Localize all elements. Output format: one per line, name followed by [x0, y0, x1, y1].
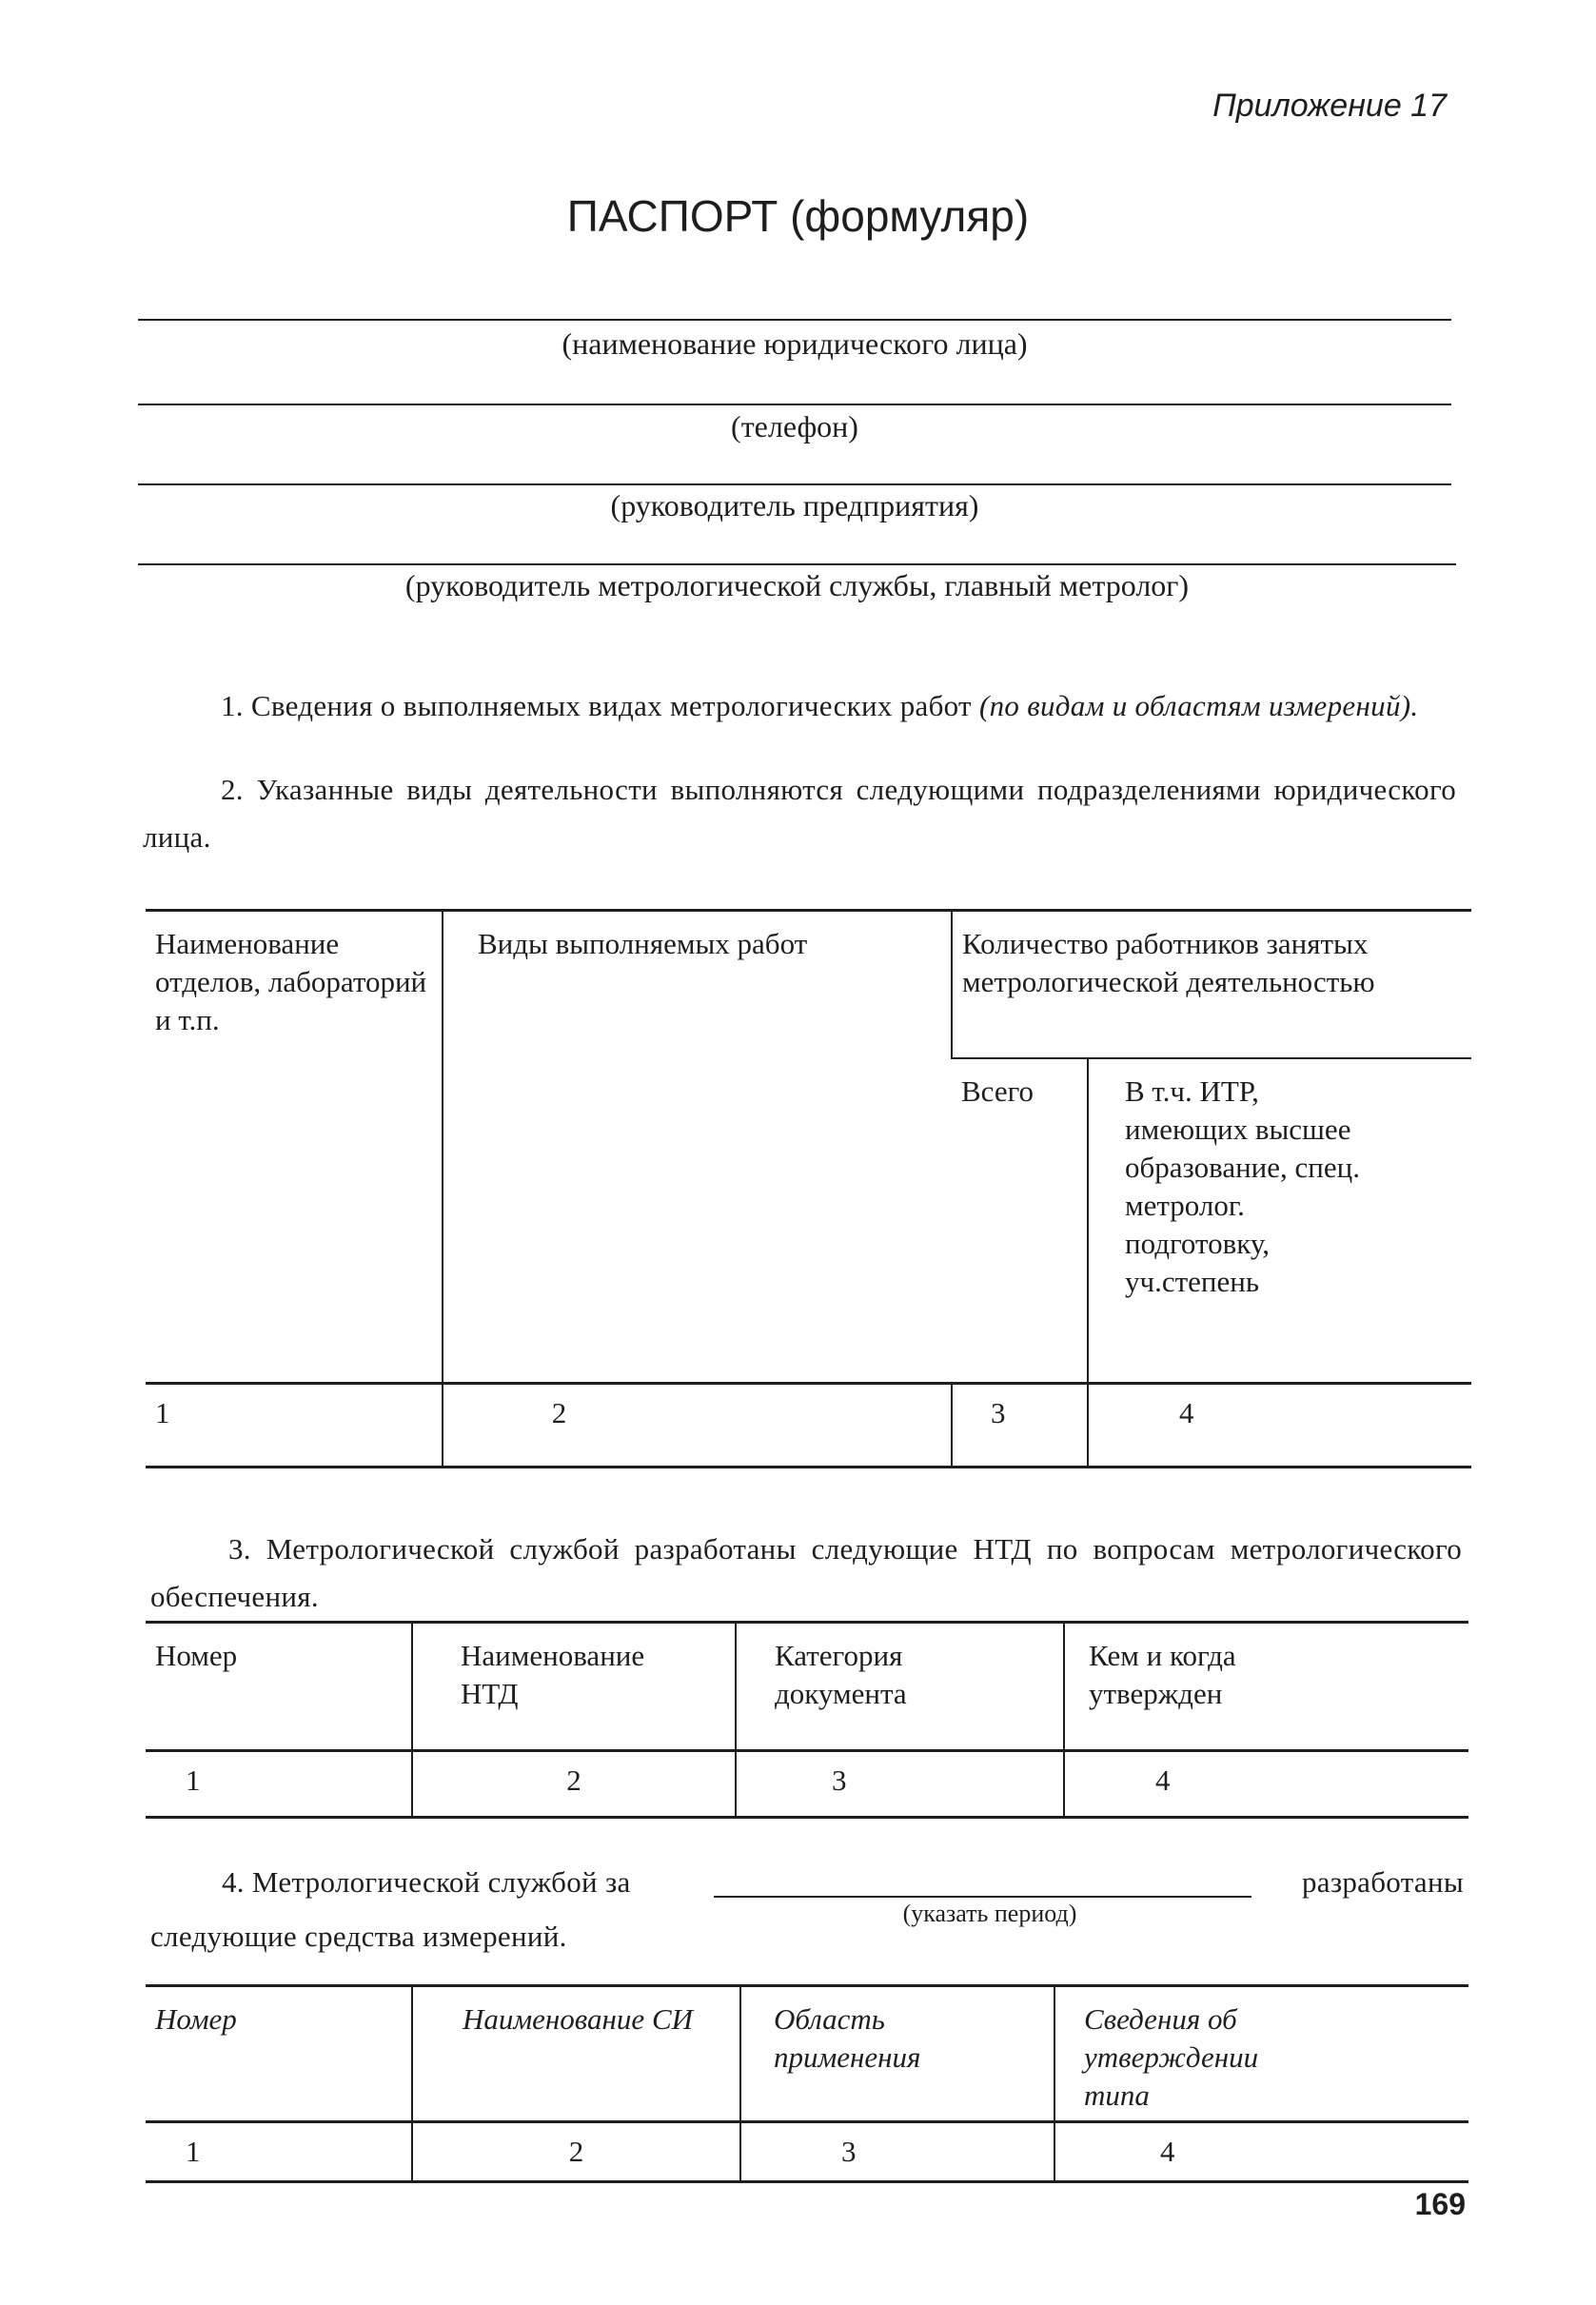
field-caption-phone: (телефон) [731, 409, 858, 443]
si-num-1: 1 [146, 2122, 412, 2182]
appendix-label: Приложение 17 [1212, 88, 1447, 124]
header-work-types: Виды выполняемых работ [443, 911, 952, 1384]
period-hint: (указать период) [902, 1900, 1077, 1927]
section-1-tail: измерений). [1269, 689, 1419, 722]
si-header-scope: Область применения [740, 1986, 1054, 2122]
field-caption-legal-entity: (наименование юридического лица) [562, 326, 1028, 361]
table-1-num-3: 3 [952, 1384, 1088, 1468]
document-title: ПАСПОРТ (формуляр) [566, 191, 1030, 241]
si-num-4: 4 [1054, 2122, 1468, 2182]
si-header-number: Номер [146, 1986, 412, 2122]
ntd-num-3: 3 [736, 1751, 1064, 1818]
header-total: Всего [952, 1058, 1088, 1384]
field-line-phone [138, 404, 1451, 405]
ntd-table [146, 1621, 1468, 1819]
instruments-table [146, 1984, 1468, 2183]
section-4-tail: разработаны [1301, 1865, 1464, 1899]
page-number: 169 [1414, 2187, 1466, 2221]
section-4-line2: следующие средства измерений. [150, 1920, 567, 1953]
header-engineers: В т.ч. ИТР, имеющих высшее образование, спец. метролог. подготовку, уч.степень [1088, 1058, 1471, 1384]
section-1-lead: 1. Сведения о выполняемых видах метрологических работ [221, 689, 979, 722]
field-line-metrologist [138, 563, 1456, 565]
ntd-num-1: 1 [146, 1751, 412, 1818]
field-line-legal-entity [138, 319, 1451, 321]
table-1-num-1: 1 [146, 1384, 443, 1468]
field-line-director [138, 483, 1451, 485]
ntd-header-name: Наименование НТД [412, 1623, 736, 1751]
header-staff-count: Количество работников занятых метрологической деятельностью [952, 911, 1471, 1058]
table-1-num-4: 4 [1088, 1384, 1471, 1468]
ntd-num-2: 2 [412, 1751, 736, 1818]
period-blank-line [714, 1896, 1251, 1898]
si-num-3: 3 [740, 2122, 1054, 2182]
field-caption-metrologist: (руководитель метрологической службы, главный метролог) [404, 568, 1190, 602]
ntd-num-4: 4 [1064, 1751, 1468, 1818]
header-departments: Наименование отделов, лабораторий и т.п. [146, 911, 443, 1384]
si-num-2: 2 [412, 2122, 740, 2182]
section-1-text [143, 682, 1456, 730]
ntd-header-category: Категория документа [736, 1623, 1064, 1751]
departments-table [146, 909, 1471, 1468]
table-1-num-2: 2 [443, 1384, 952, 1468]
ntd-header-approved: Кем и когда утвержден [1064, 1623, 1468, 1751]
section-2-text: 2. Указанные виды деятельности выполняются следующими подразделениями юридического лица. [143, 773, 1456, 854]
field-caption-director: (руководитель предприятия) [610, 488, 979, 522]
section-3-text: 3. Метрологической службой разработаны следующие НТД по вопросам метрологического обеспечения. [150, 1532, 1462, 1613]
ntd-header-number: Номер [146, 1623, 412, 1751]
si-header-name: Наименование СИ [412, 1986, 740, 2122]
section-1-italic: (по видам и областям [978, 689, 1261, 722]
section-4-lead: 4. Метрологической службой за [222, 1865, 631, 1899]
si-header-type-approval: Сведения об утверждении типа [1054, 1986, 1468, 2122]
